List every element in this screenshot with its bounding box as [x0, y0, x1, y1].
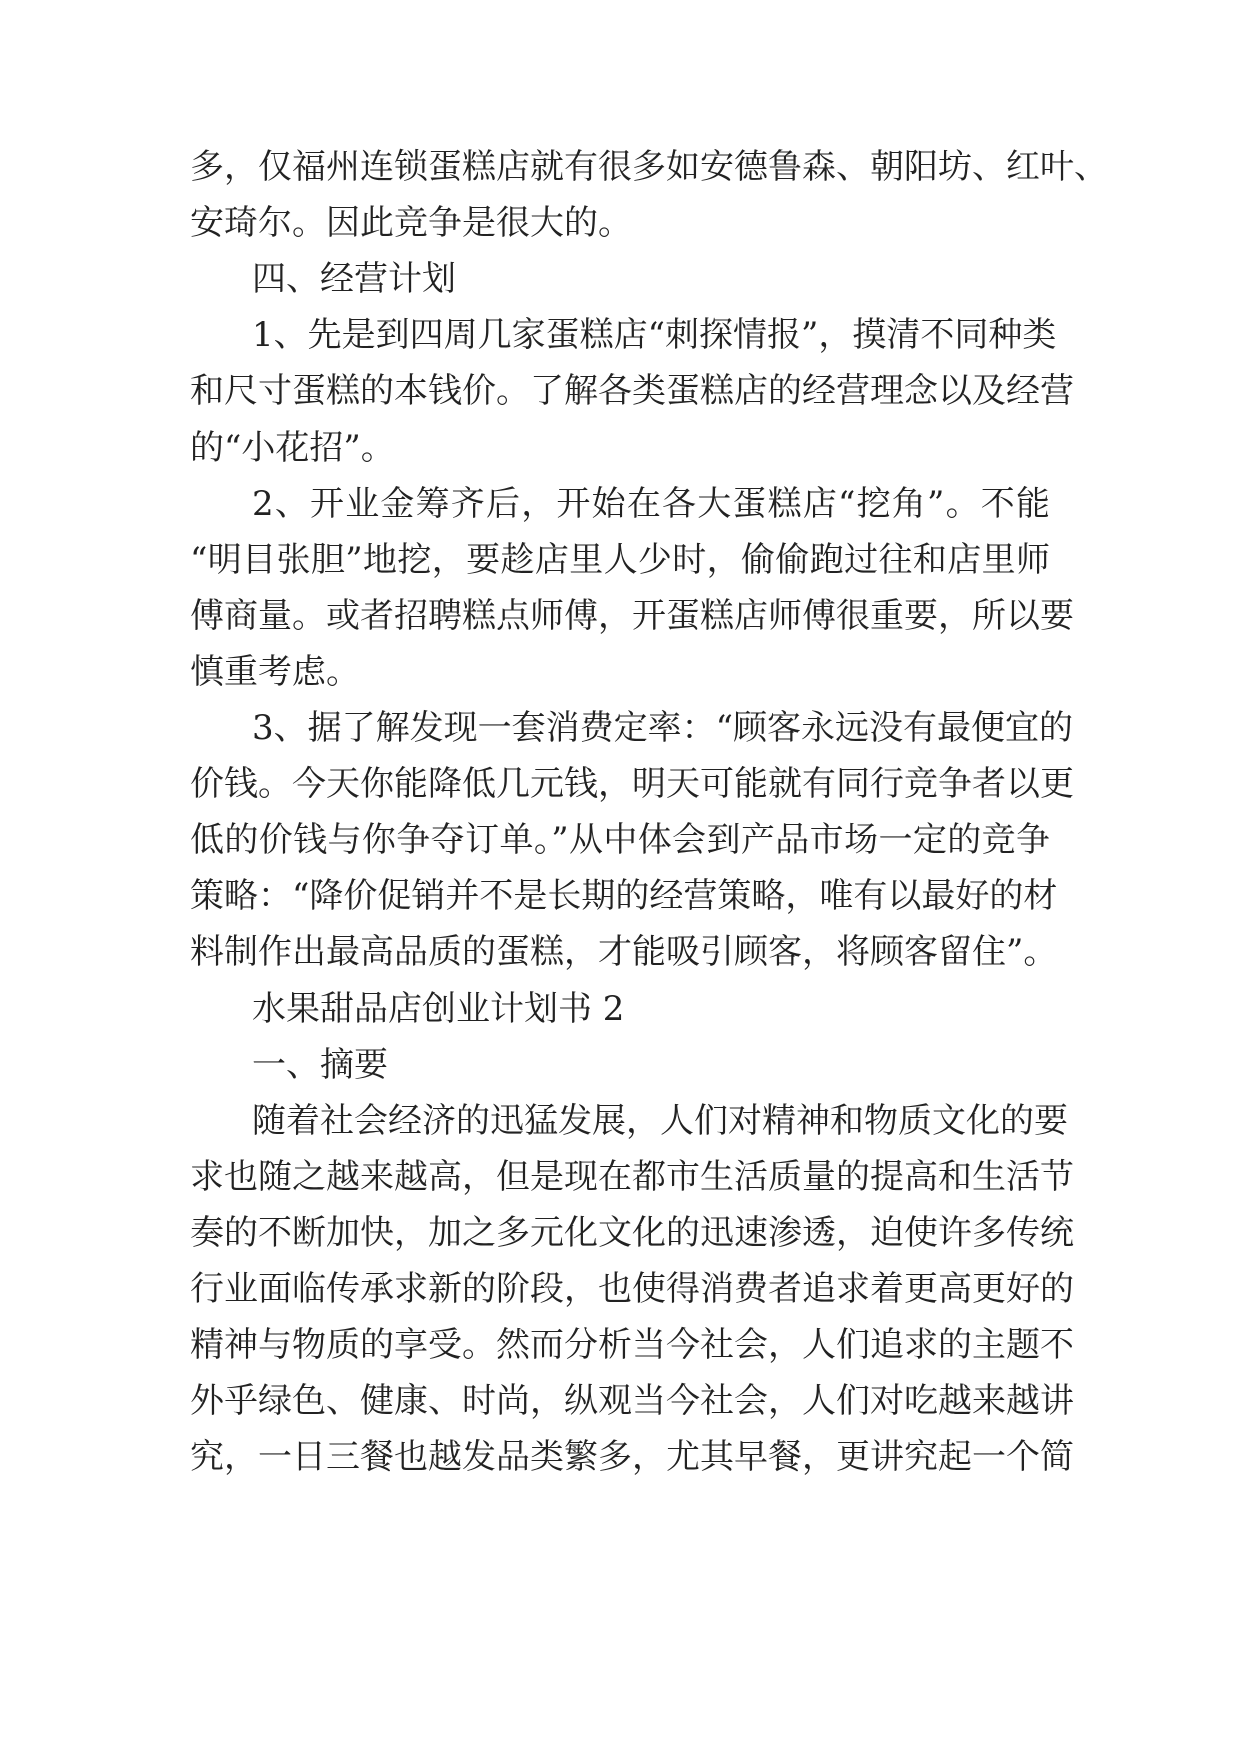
text-line: 四、经营计划 [252, 259, 456, 299]
text-line: 低的价钱与你争夺订单。”从中体会到产品市场一定的竞争 [190, 820, 1050, 860]
text-line: 料制作出最高品质的蛋糕，才能吸引顾客，将顾客留住”。 [190, 932, 1058, 972]
text-line: 一、摘要 [252, 1045, 388, 1085]
text-line: 安琦尔。因此竞争是很大的。 [190, 203, 632, 243]
text-line: 策略：“降价促销并不是长期的经营策略，唯有以最好的材 [190, 876, 1058, 916]
text-line: 傅商量。或者招聘糕点师傅，开蛋糕店师傅很重要，所以要 [190, 596, 1074, 636]
text-line: “明目张胆”地挖，要趁店里人少时，偷偷跑过往和店里师 [190, 540, 1050, 580]
text-line: 价钱。今天你能降低几元钱，明天可能就有同行竞争者以更 [190, 764, 1074, 804]
text-line: 究，一日三餐也越发品类繁多，尤其早餐，更讲究起一个简 [190, 1437, 1074, 1477]
text-line: 奏的不断加快，加之多元化文化的迅速渗透，迫使许多传统 [190, 1213, 1074, 1253]
text-line: 多，仅福州连锁蛋糕店就有很多如安德鲁森、朝阳坊、红叶、 [190, 147, 1108, 187]
text-line: 随着社会经济的迅猛发展，人们对精神和物质文化的要 [252, 1101, 1068, 1141]
text-line: 行业面临传承求新的阶段，也使得消费者追求着更高更好的 [190, 1269, 1074, 1309]
text-line: 外乎绿色、健康、时尚，纵观当今社会，人们对吃越来越讲 [190, 1381, 1074, 1421]
text-line: 3、据了解发现一套消费定率：“顾客永远没有最便宜的 [252, 708, 1074, 748]
text-line: 慎重考虑。 [190, 652, 360, 692]
text-line: 水果甜品店创业计划书 2 [252, 989, 625, 1029]
text-line: 2、开业金筹齐后，开始在各大蛋糕店“挖角”。不能 [252, 484, 1050, 524]
text-line: 的“小花招”。 [190, 428, 395, 468]
text-line: 精神与物质的享受。然而分析当今社会，人们追求的主题不 [190, 1325, 1074, 1365]
text-line: 1、先是到四周几家蛋糕店“刺探情报”，摸清不同种类 [252, 315, 1057, 355]
text-line: 和尺寸蛋糕的本钱价。了解各类蛋糕店的经营理念以及经营 [190, 371, 1074, 411]
text-line: 求也随之越来越高，但是现在都市生活质量的提高和生活节 [190, 1157, 1074, 1197]
